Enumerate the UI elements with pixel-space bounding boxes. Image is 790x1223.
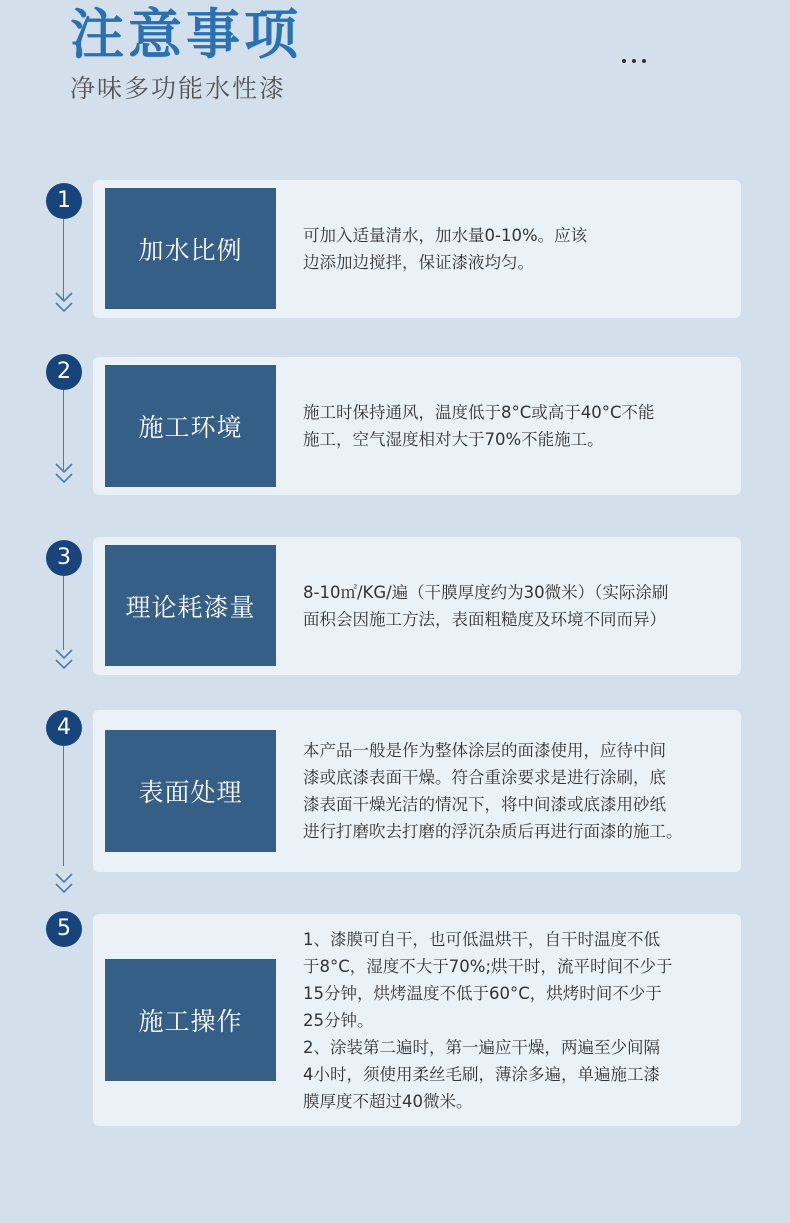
step-label: 加水比例 [105, 188, 276, 309]
step-description [303, 399, 733, 453]
description-line: 15分钟，烘烤温度不低于60°C，烘烤时间不少于 [303, 984, 662, 1003]
step-description [303, 737, 733, 845]
connector-line [63, 576, 64, 650]
description-line: 可加入适量清水，加水量0-10%。应该 [303, 226, 588, 245]
chevron-down-icon [54, 872, 74, 898]
step-description [303, 222, 733, 276]
step-number-badge: 1 [46, 183, 82, 219]
description-line: 进行打磨吹去打磨的浮沉杂质后再进行面漆的施工。 [303, 822, 683, 841]
step-number-badge: 2 [46, 354, 82, 390]
description-line: 施工，空气湿度相对大于70%不能施工。 [303, 430, 604, 449]
connector-line [63, 390, 64, 470]
chevron-down-icon [54, 648, 74, 674]
description-line: 本产品一般是作为整体涂层的面漆使用，应待中间 [303, 741, 666, 760]
more-icon[interactable] [622, 48, 652, 67]
step-number-badge: 4 [46, 710, 82, 746]
description-line: 25分钟。 [303, 1011, 374, 1030]
description-line: 8-10㎡/KG/遍（干膜厚度约为30微米）（实际涂刷 [303, 583, 669, 602]
description-line: 4小时，须使用柔丝毛刷，薄涂多遍，单遍施工漆 [303, 1065, 660, 1084]
description-line: 面积会因施工方法，表面粗糙度及环境不同而异） [303, 610, 666, 629]
step-number-badge: 3 [46, 540, 82, 576]
description-line: 1、漆膜可自干，也可低温烘干，自干时温度不低 [303, 930, 660, 949]
description-line: 边添加边搅拌，保证漆液均匀。 [303, 253, 534, 272]
step-number-badge: 5 [46, 911, 82, 947]
description-line: 漆或底漆表面干燥。符合重涂要求是进行涂刷，底 [303, 768, 666, 787]
description-line: 施工时保持通风，温度低于8°C或高于40°C不能 [303, 403, 655, 422]
page-title: 注意事项 [70, 3, 302, 66]
page-subtitle: 净味多功能水性漆 [70, 74, 287, 103]
step-label: 施工操作 [105, 959, 276, 1081]
step-description [303, 579, 733, 633]
chevron-down-icon [54, 291, 74, 317]
connector-line [63, 219, 64, 301]
step-description [303, 926, 733, 1115]
description-line: 2、涂装第二遍时，第一遍应干燥，两遍至少间隔 [303, 1038, 660, 1057]
description-line: 膜厚度不超过40微米。 [303, 1092, 473, 1111]
step-label: 施工环境 [105, 365, 276, 487]
description-line: 漆表面干燥光洁的情况下，将中间漆或底漆用砂纸 [303, 795, 666, 814]
chevron-down-icon [54, 462, 74, 488]
description-line: 于8°C，湿度不大于70%;烘干时，流平时间不少于 [303, 957, 673, 976]
step-label: 理论耗漆量 [105, 545, 276, 666]
step-label: 表面处理 [105, 730, 276, 852]
connector-line [63, 746, 64, 866]
